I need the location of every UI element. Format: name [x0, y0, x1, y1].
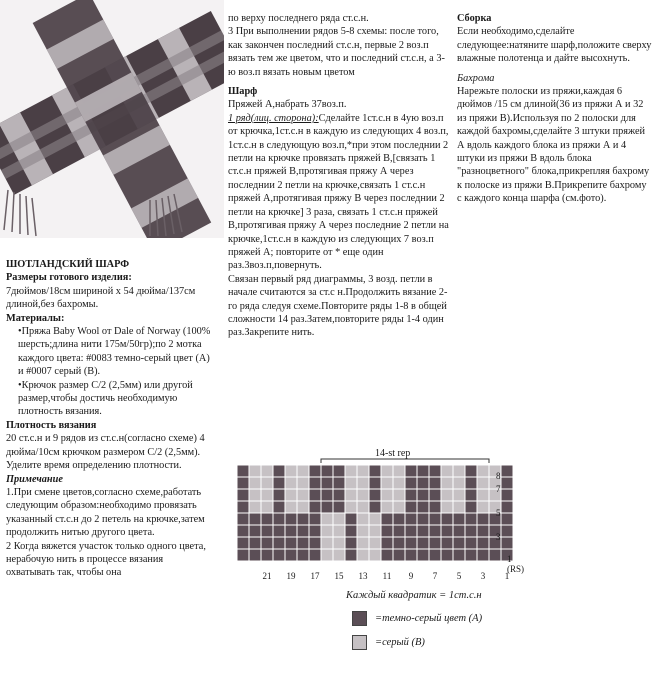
chart-cell	[297, 513, 309, 525]
chart-cell	[345, 465, 357, 477]
chart-cell	[297, 549, 309, 561]
chart-cell	[429, 501, 441, 513]
chart-cell	[357, 513, 369, 525]
legend-light-row	[352, 635, 560, 649]
note-2: 2 Когда вяжется участок только одного цвета, нерабочую нить в процессе вязания охватывать так, чтобы она	[6, 540, 206, 579]
chart-cell	[357, 525, 369, 537]
column-label: 15	[334, 571, 344, 581]
chart-cell	[285, 465, 297, 477]
scarf-heading: Шарф	[228, 86, 258, 98]
chart-cell	[273, 465, 285, 477]
chart-cell	[501, 537, 513, 549]
chart-cell	[381, 477, 393, 489]
chart-cell	[429, 513, 441, 525]
chart-cell	[285, 513, 297, 525]
chart-cell	[309, 525, 321, 537]
chart-cell	[393, 465, 405, 477]
chart-cell	[369, 549, 381, 561]
chart-cell	[321, 525, 333, 537]
chart-cell	[465, 477, 477, 489]
chart-cell	[321, 549, 333, 561]
chart-cell	[405, 489, 417, 501]
chart-cell	[309, 549, 321, 561]
chart-cell	[477, 465, 489, 477]
page-title: ШОТЛАНДСКИЙ ШАРФ	[6, 259, 130, 270]
chart-cell	[297, 525, 309, 537]
chart-cell	[357, 477, 369, 489]
chart-cell	[465, 537, 477, 549]
chart-cell	[321, 537, 333, 549]
hook-text: •Крючок размер С/2 (2,5мм) или другой размер,чтобы достичь необходимую плотность вязания.	[18, 379, 193, 418]
chart-cell	[477, 513, 489, 525]
chart-cell	[417, 525, 429, 537]
chart-cell	[333, 513, 345, 525]
chart-cell	[405, 537, 417, 549]
chart-cell	[465, 513, 477, 525]
chart-cell	[249, 501, 261, 513]
assembly-text: Если необходимо,сделайте следующее:натяните шарф,положите сверху влажные полотенца и дайте высохнуть.	[457, 26, 652, 65]
chart-cell	[465, 549, 477, 561]
chart-cell	[501, 465, 513, 477]
chart-cell	[237, 525, 249, 537]
light-swatch	[352, 635, 367, 650]
chart-cell	[345, 513, 357, 525]
chart-cell	[321, 513, 333, 525]
chart-cell	[285, 525, 297, 537]
chart-cell	[369, 513, 381, 525]
chart-cell	[381, 513, 393, 525]
fringe-text: Нарежьте полоски из пряжи,каждая 6 дюймов /15 см длиной(36 из пряжи А и 32 из пряжи В).Используя по 2 полоски для каждой бахромы,сделайте 3 штуки пряжей А вдоль каждого блока из пряжи А и 4 штуки из пряжи В вдоль блока "разноцветного" блока,прикрепляя бахрому к полоске из пряжи В.Прикрепите бахрому с каждого конца шарфа (см.фото).	[457, 86, 650, 205]
chart-cell	[381, 537, 393, 549]
chart-cell	[285, 489, 297, 501]
chart-cell	[357, 549, 369, 561]
chart-cell	[405, 525, 417, 537]
chart-cell	[417, 477, 429, 489]
chart-cell	[309, 465, 321, 477]
chart-cell	[249, 537, 261, 549]
chart-cell	[441, 501, 453, 513]
column-middle	[228, 12, 450, 340]
gauge-note: Уделите время определению плотности.	[6, 460, 182, 472]
chart-cell	[285, 501, 297, 513]
chart-cell	[333, 549, 345, 561]
chart-cell	[417, 489, 429, 501]
chart-cell	[429, 489, 441, 501]
chart-cell	[441, 513, 453, 525]
chart-cell	[453, 537, 465, 549]
scarf-photo	[0, 0, 224, 238]
chart-cell	[369, 465, 381, 477]
chart-cell	[477, 489, 489, 501]
chart-cell	[453, 477, 465, 489]
chart-cell	[429, 525, 441, 537]
chart-cell	[273, 537, 285, 549]
chart-cell	[477, 525, 489, 537]
chart-cell	[237, 537, 249, 549]
column-label: 13	[358, 571, 368, 581]
fringe-heading: Бахрома	[457, 72, 495, 84]
note-heading: Примечание	[6, 473, 63, 485]
chart-cell	[393, 525, 405, 537]
chart-cell	[357, 489, 369, 501]
chart-cell	[405, 501, 417, 513]
chart-cell	[405, 477, 417, 489]
chart-cell	[237, 513, 249, 525]
chart-cell	[261, 525, 273, 537]
legend-light-label: =серый (В)	[375, 636, 425, 648]
chart-cell	[417, 501, 429, 513]
row-1-paragraph	[228, 112, 450, 273]
chart-cell	[489, 549, 501, 561]
chart-cell	[261, 501, 273, 513]
chart-cell	[321, 501, 333, 513]
chart-cell	[357, 537, 369, 549]
chart-cell	[405, 549, 417, 561]
chart-cell	[369, 525, 381, 537]
chart-cell	[369, 537, 381, 549]
chart-cell	[309, 489, 321, 501]
row-label-3: 3	[496, 532, 501, 542]
chart-cell	[453, 513, 465, 525]
chart-cell	[441, 465, 453, 477]
chart-cell	[393, 489, 405, 501]
chart-cell	[429, 537, 441, 549]
intro-text: по верху последнего ряда ст.с.н.	[228, 13, 369, 24]
chart-cell	[465, 489, 477, 501]
legend-dark-row	[352, 611, 560, 625]
chart-cell	[285, 477, 297, 489]
gauge-text: 20 ст.с.н и 9 рядов из ст.с.н(согласно схеме) 4 дюйма/10см крючком размером С/2 (2,5мм).	[6, 433, 205, 458]
chart-cell	[501, 513, 513, 525]
chart-cell	[273, 489, 285, 501]
chart-cell	[297, 537, 309, 549]
chart-cell	[393, 537, 405, 549]
chart-cell	[369, 501, 381, 513]
chart-cell	[249, 525, 261, 537]
chart-cell	[237, 549, 249, 561]
chart-cell	[237, 489, 249, 501]
chart-cell	[273, 501, 285, 513]
chart-cell	[261, 537, 273, 549]
chart-cell	[261, 477, 273, 489]
chart-cell	[381, 489, 393, 501]
row-1-after-text: Связан первый ряд диаграммы, 3 возд. петли в начале считаются за ст.с н.Продолжить вязание 2-го ряда следуя схеме.Повторите ряды 1-8 в общей сложности 14 раз.Затем,повторите ряды 1-4 один раз.Закрепите нить.	[228, 273, 448, 339]
yarn-text: •Пряжа Baby Wool от Dale of Norway (100% шерсть;длина нити 175м/50гр);по 2 мотка каждого цвета: #0083 темно-серый цвет (А) и #0007 серый (В).	[18, 326, 211, 378]
chart-cell	[309, 537, 321, 549]
column-label: 5	[456, 571, 462, 581]
row-label-5: 5	[496, 508, 501, 518]
chart-cell	[345, 489, 357, 501]
chart-cell	[333, 537, 345, 549]
chart-cell	[333, 477, 345, 489]
chart-cell	[465, 465, 477, 477]
column-label: 3	[480, 571, 486, 581]
chart-cell	[501, 477, 513, 489]
chart-cell	[333, 489, 345, 501]
chart-cell	[321, 477, 333, 489]
chart-cell	[249, 465, 261, 477]
column-label: 17	[310, 571, 320, 581]
chart-cell	[501, 501, 513, 513]
dark-swatch	[352, 611, 367, 626]
chart-cell	[321, 465, 333, 477]
chart-cell	[501, 525, 513, 537]
repeat-label: 14-st rep	[375, 448, 411, 459]
chart-cell	[345, 537, 357, 549]
chart-cell	[333, 465, 345, 477]
row-1-text: Сделайте 1ст.с.н в 4ую воз.п от крючка,1ст.с.н в каждую из следующих 4 воз.п, 1ст.с.н в следующую воз.п,*при этом последнии 2 петли на крючке провязать пряжей В,[связать 1 ст.с.н пряжей В,протягивая пряжу А через последнии 2 петли на крючке,связать 1 ст.с.н пряжей А,протягивая пряжу В через последнии 2 петли на крючке] 3 раза, связать 1 ст.с.н пряжей В,протягивая пряжу А через последние 2 петли на крючке,1ст.с.н в каждую из следующих 7 воз.п пряжей А; повторите от * еще один раз.3воз.п,повернуть.	[228, 112, 449, 272]
chart-cell	[405, 513, 417, 525]
chart-cell	[453, 489, 465, 501]
chart-cell	[261, 549, 273, 561]
chart-cell	[273, 525, 285, 537]
legend-dark-label: =темно-серый цвет (А)	[375, 612, 483, 624]
materials-heading: Материалы:	[6, 312, 65, 324]
chart-cell	[333, 525, 345, 537]
step-3-text: 3 При выполнении рядов 5-8 схемы: после того, как закончен последний ст.с.н, первые 2 воз.п вязать тем же цветом, что и последний ст.с.н, а 3-ю воз.п вязать новым цветом	[228, 26, 445, 78]
chart-cell	[393, 477, 405, 489]
chart-cell	[273, 549, 285, 561]
column-left	[6, 258, 211, 580]
chart-legend	[340, 590, 560, 659]
chart-cell	[477, 501, 489, 513]
chart-cell	[249, 489, 261, 501]
column-label: 9	[408, 571, 414, 581]
legend-title: Каждый квадратик = 1ст.с.н	[346, 590, 482, 601]
chart-cell	[297, 489, 309, 501]
chart-cell	[393, 501, 405, 513]
chart-cell	[369, 477, 381, 489]
chart-cell	[501, 489, 513, 501]
chart-cell	[309, 477, 321, 489]
column-label: 19	[286, 571, 296, 581]
chart-cell	[417, 465, 429, 477]
chart-cell	[261, 513, 273, 525]
chart-cell	[381, 549, 393, 561]
chart-cell	[261, 465, 273, 477]
chart-cell	[453, 465, 465, 477]
column-label: 11	[382, 571, 392, 581]
chart-cell	[381, 501, 393, 513]
chart-cell	[381, 525, 393, 537]
chart-cell	[405, 465, 417, 477]
chart-cell	[429, 465, 441, 477]
note-1: 1.При смене цветов,согласно схеме,работать следующим образом:необходимо провязать указанный ст.с.н до 2 петель на крючке,затем продолжить нитью другого цвета.	[6, 486, 205, 539]
chart-cell	[477, 477, 489, 489]
chart-cell	[333, 501, 345, 513]
chart-cell	[297, 477, 309, 489]
knitting-chart	[225, 448, 525, 582]
chart-cell	[369, 489, 381, 501]
chart-cell	[441, 537, 453, 549]
chart-cell	[393, 549, 405, 561]
sizes-heading: Размеры готового изделия:	[6, 272, 132, 284]
chart-cell	[273, 477, 285, 489]
chart-cell	[297, 501, 309, 513]
row-label-7: 7	[496, 484, 501, 494]
column-label: 21	[262, 571, 272, 581]
column-label: 7	[432, 571, 438, 581]
chart-cell	[297, 465, 309, 477]
column-label: 1	[504, 571, 510, 581]
chart-cell	[417, 549, 429, 561]
chart-cell	[441, 477, 453, 489]
chart-cell	[453, 501, 465, 513]
chart-cell	[357, 465, 369, 477]
chart-cell	[465, 501, 477, 513]
chart-cell	[237, 501, 249, 513]
gauge-heading: Плотность вязания	[6, 419, 97, 431]
row-1-label: 1 ряд(лиц. сторона):	[228, 112, 319, 124]
chart-cell	[477, 549, 489, 561]
cast-on-text: Пряжей А,набрать 37воз.п.	[228, 99, 347, 111]
column-right	[457, 12, 653, 206]
chart-cell	[237, 477, 249, 489]
sizes-text: 7дюймов/18см шириной х 54 дюйма/137см длиной,без бахромы.	[6, 285, 196, 311]
repeat-bracket	[321, 459, 489, 463]
chart-cell	[441, 549, 453, 561]
chart-cell	[429, 549, 441, 561]
chart-cell	[465, 525, 477, 537]
chart-cell	[441, 525, 453, 537]
chart-cell	[345, 525, 357, 537]
row-label-8: 8	[496, 471, 501, 481]
chart-cell	[453, 525, 465, 537]
chart-cell	[309, 501, 321, 513]
chart-cell	[477, 537, 489, 549]
chart-cell	[345, 501, 357, 513]
chart-cell	[237, 465, 249, 477]
chart-cell	[345, 477, 357, 489]
assembly-heading: Сборка	[457, 13, 492, 24]
chart-cell	[285, 549, 297, 561]
row-label-1-rs: 1 (RS)	[507, 554, 525, 574]
chart-cell	[261, 489, 273, 501]
chart-cell	[417, 513, 429, 525]
chart-cell	[381, 465, 393, 477]
chart-cell	[321, 489, 333, 501]
chart-cell	[249, 477, 261, 489]
chart-cell	[309, 513, 321, 525]
chart-grid	[225, 448, 525, 582]
chart-cell	[249, 549, 261, 561]
chart-cell	[345, 549, 357, 561]
chart-cell	[429, 477, 441, 489]
chart-cell	[249, 513, 261, 525]
chart-cell	[417, 537, 429, 549]
chart-cell	[273, 513, 285, 525]
chart-cell	[357, 501, 369, 513]
chart-cell	[441, 489, 453, 501]
chart-cell	[453, 549, 465, 561]
chart-cell	[285, 537, 297, 549]
chart-cell	[393, 513, 405, 525]
